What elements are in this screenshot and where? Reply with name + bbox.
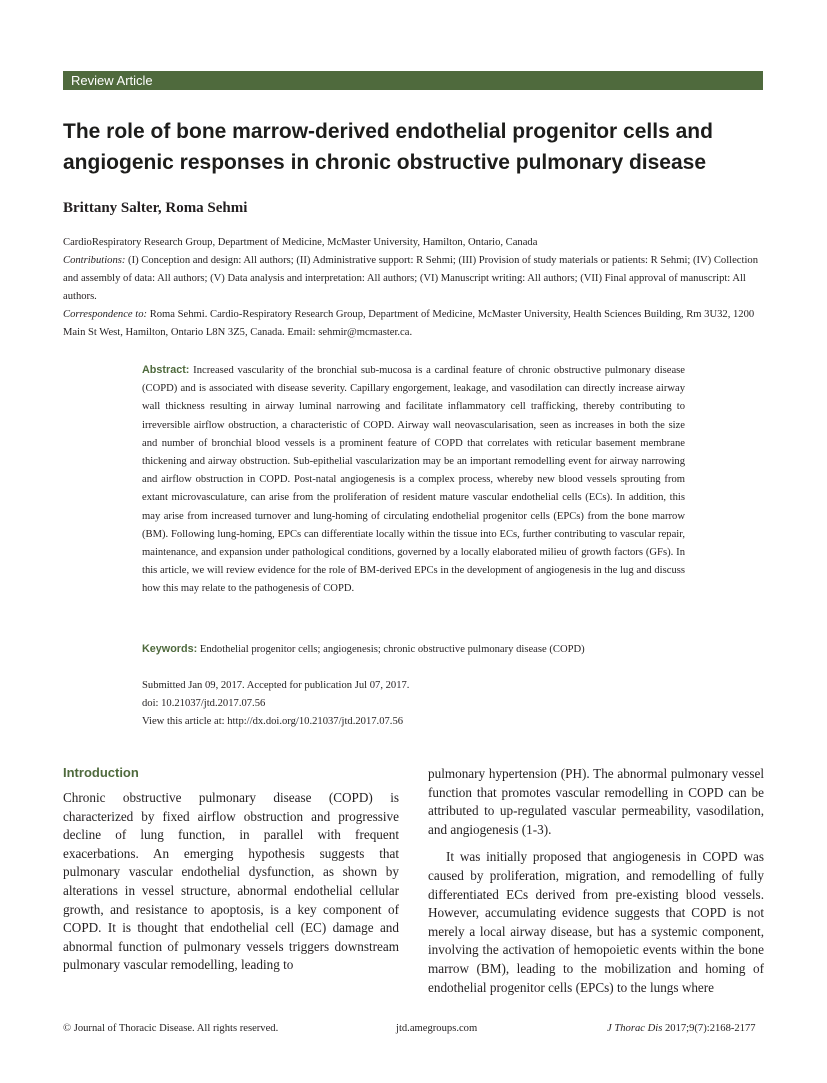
article-title: The role of bone marrow-derived endothelial progenitor cells and angiogenic responses in chronic obstructive pulmonary disease xyxy=(63,120,713,174)
abstract-label: Abstract: xyxy=(142,364,190,376)
left-column xyxy=(63,765,399,975)
author-list: Brittany Salter, Roma Sehmi xyxy=(63,200,248,216)
keywords-text: Endothelial progenitor cells; angiogenesis; chronic obstructive pulmonary disease (COPD) xyxy=(197,644,585,655)
abstract-text: Increased vascularity of the bronchial sub-mucosa is a cardinal feature of chronic obstructive pulmonary disease (COPD) and is associated with disease severity. Capillary engorgement, leakage, and vasodilation can directly increase airway wall thickness resulting in airway luminal narrowing and facilitate inflammatory cell trafficking, thereby contributing to irreversible airflow obstruction, a characteristic of COPD. Airway wall neovascularisation, seen as increases in both the size and number of bronchial blood vessels is a prominent feature of COPD that correlates with reticular basement membrane thickening and airway obstruction. Sub-epithelial vascularization may be an important remodelling event for airway narrowing and airflow obstruction in COPD. Post-natal angiogenesis is a complex process, whereby new blood vessels sprouting from extant microvasculature, can arise from the proliferation of resident mature vascular endothelial cells (ECs). In addition, this may arise from increased turnover and lung-homing of circulating endothelial progenitor cells (EPCs) from the bone marrow (BM). Following lung-homing, EPCs can differentiate locally within the tissue into ECs, further contributing to vascular repair, maintenance, and expansion under pathological conditions, governed by a locally elaborated milieu of growth factors (GFs). In this article, we will review evidence for the role of BM-derived EPCs in the development of angiogenesis in the lug and discuss how this may relate to the pathogenesis of COPD. xyxy=(142,365,685,595)
contributions-label: Contributions: xyxy=(63,255,126,266)
contributions-text: (I) Conception and design: All authors; (II) Administrative support: R Sehmi; (III) Provision of study materials or patients: R Sehmi; (IV) Collection and assembly of data: All authors; (V) Data analysis and interpretation: All authors; (VI) Manuscript writing: All authors; (VII) Final approval of manuscript: All authors. xyxy=(63,255,758,302)
doi: doi: 10.21037/jtd.2017.07.56 xyxy=(142,698,266,709)
keywords xyxy=(142,640,685,659)
keywords-label: Keywords: xyxy=(142,643,198,655)
affiliation-block xyxy=(63,234,763,342)
footer-site[interactable]: jtd.amegroups.com xyxy=(396,1023,478,1034)
publication-meta xyxy=(142,677,685,731)
footer-citation xyxy=(607,1022,756,1036)
article-type-label: Review Article xyxy=(71,73,153,88)
intro-paragraph-1: Chronic obstructive pulmonary disease (COPD) is characterized by fixed airflow obstruction and progressive decline of lung function, in parallel with frequent exacerbations. An emerging hypothesis suggests that pulmonary vascular endothelial dysfunction, as shown by alterations in vessel structure, abnormal endothelial cellular growth, and resistance to apoptosis, is a key component of COPD. It is thought that endothelial cell (EC) damage and abnormal function of pulmonary vessels triggers downstream pulmonary vascular remodelling, leading to xyxy=(63,790,399,973)
correspondence-label: Correspondence to: xyxy=(63,309,148,320)
introduction-heading: Introduction xyxy=(63,765,139,780)
correspondence xyxy=(63,306,763,342)
footer-copyright: © Journal of Thoracic Disease. All rights reserved. xyxy=(63,1023,279,1034)
abstract xyxy=(142,361,685,599)
submitted-date: Submitted Jan 09, 2017. Accepted for publication Jul 07, 2017. xyxy=(142,680,410,691)
right-column xyxy=(428,765,764,997)
article-link[interactable]: View this article at: http://dx.doi.org/10.21037/jtd.2017.07.56 xyxy=(142,716,404,727)
footer-citation-text: 2017;9(7):2168-2177 xyxy=(662,1023,756,1034)
contributions xyxy=(63,252,763,306)
footer-journal: J Thorac Dis xyxy=(607,1023,663,1034)
correspondence-text: Roma Sehmi. Cardio-Respiratory Research Group, Department of Medicine, McMaster University, Health Sciences Building, Rm 3U32, 1200 Main St West, Hamilton, Ontario L8N 3Z5, Canada. Email: sehmir@mcmaster.ca. xyxy=(63,309,755,338)
intro-paragraph-2: It was initially proposed that angiogenesis in COPD was caused by proliferation, migration, and remodelling of fully differentiated ECs derived from pre-existing blood vessels. However, accumulating evidence suggests that COPD is not merely a local airway disease, but has a systemic component, involving the activation of hemopoietic events within the bone marrow (BM), leading to the mobilization and homing of endothelial progenitor cells (EPCs) to the lungs where xyxy=(428,849,764,995)
intro-paragraph-continued: pulmonary hypertension (PH). The abnormal pulmonary vessel function that promotes vascular remodelling in COPD can be attributed to up-regulated vascular permeability, vasodilation, and angiogenesis (1-3). xyxy=(428,766,764,837)
article-type-badge xyxy=(63,71,763,90)
affiliation: CardioRespiratory Research Group, Department of Medicine, McMaster University, Hamilton, Ontario, Canada xyxy=(63,237,538,248)
